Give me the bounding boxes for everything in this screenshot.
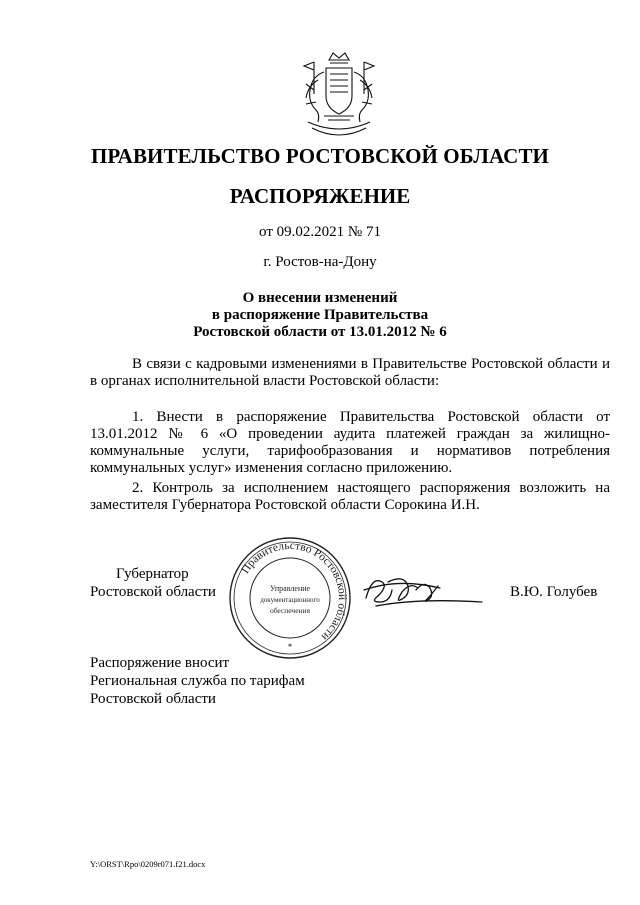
item-2-paragraph — [90, 480, 610, 514]
submitted-by-org: Региональная служба по тарифам — [90, 673, 305, 689]
subject-line: О внесении изменений — [242, 290, 398, 306]
submitted-by-label: Распоряжение вносит — [90, 655, 230, 671]
document-date-number: от 09.02.2021 № 71 — [259, 224, 381, 240]
signatory-name: В.Ю. Голубев — [510, 584, 598, 600]
official-stamp — [228, 536, 352, 660]
submitted-by-region: Ростовской области — [90, 691, 216, 707]
item-1-text: 1. Внести в распоряжение Правительства Ростовской области от 13.01.2012 № 6 «О проведении аудита платежей граждан за жилищно-коммунальные услуги, тарифообразования и нормативов потребления коммунальных услуг» изменения согласно приложению. — [90, 409, 610, 476]
intro-text: В связи с кадровыми изменениями в Правительстве Ростовской области и в органах исполнительной власти Ростовской области: — [90, 356, 610, 389]
signatory-title-line1: Губернатор — [116, 566, 189, 582]
document-subject — [0, 290, 640, 341]
document-city: г. Ростов-на-Дону — [263, 254, 377, 270]
handwritten-signature-icon — [358, 568, 486, 616]
intro-paragraph — [90, 356, 610, 390]
file-path: Y:\ORST\Rpo\0209r071.f21.docx — [90, 859, 206, 869]
item-2-text: 2. Контроль за исполнением настоящего распоряжения возложить на заместителя Губернатора Ростовской области Сорокина И.Н. — [90, 480, 610, 513]
government-title: ПРАВИТЕЛЬСТВО РОСТОВСКОЙ ОБЛАСТИ — [91, 144, 549, 168]
stamp-star-icon: * — [287, 642, 293, 652]
subject-line: в распоряжение Правительства — [211, 307, 429, 323]
stamp-ring-text: Правительство Ростовской области — [239, 539, 349, 643]
coat-of-arms-icon — [296, 50, 382, 146]
stamp-center-line1: Управление — [269, 584, 311, 593]
item-1-paragraph — [90, 409, 610, 477]
stamp-center-line2: документационного — [260, 596, 320, 604]
stamp-center-line3: обеспечения — [269, 606, 311, 615]
subject-line: Ростовской области от 13.01.2012 № 6 — [193, 324, 447, 340]
document-type: РАСПОРЯЖЕНИЕ — [229, 184, 411, 208]
signatory-title-line2: Ростовской области — [90, 584, 216, 600]
